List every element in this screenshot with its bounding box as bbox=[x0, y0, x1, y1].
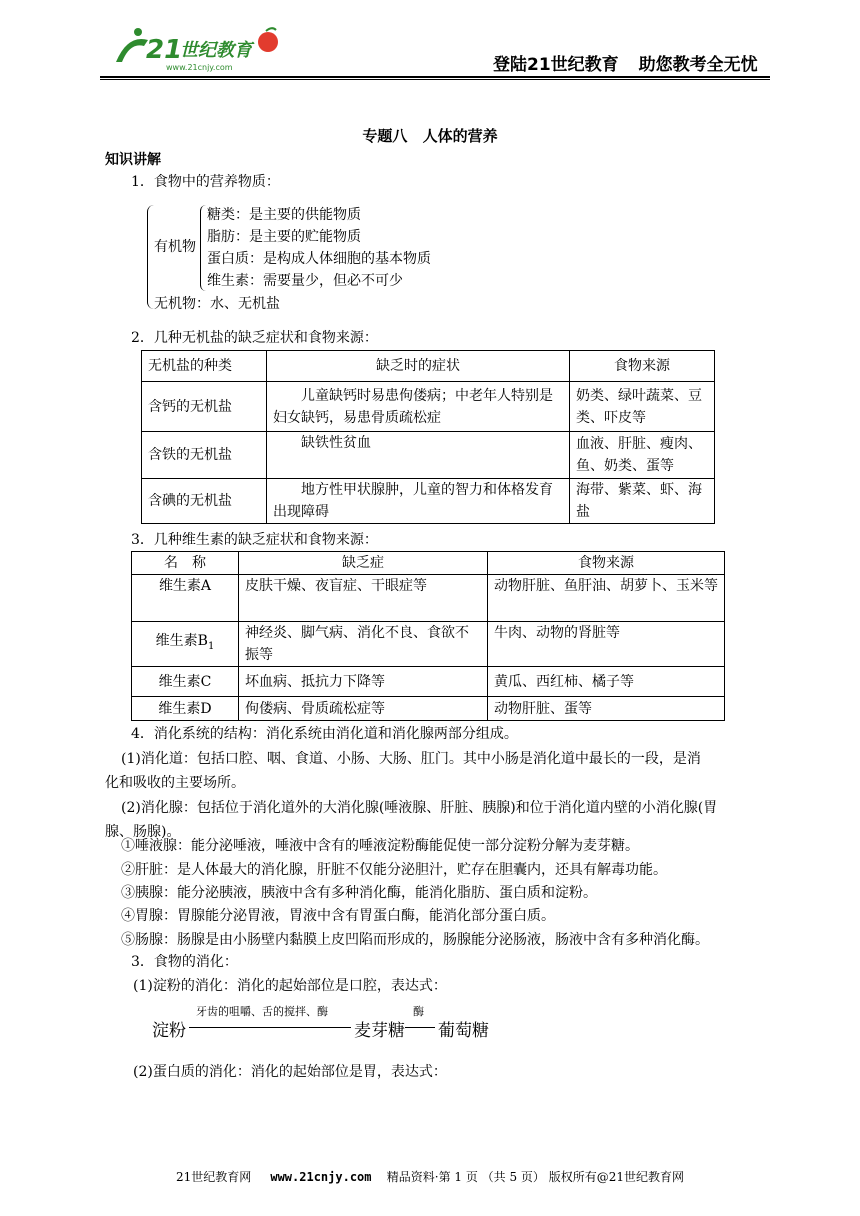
vitamin-b-subscript: 1 bbox=[207, 640, 215, 652]
paragraph: 腺、肠腺)。 bbox=[105, 824, 181, 840]
protein-intro: (2)蛋白质的消化：消化的起始部位是胃，表达式： bbox=[133, 1064, 447, 1080]
logo bbox=[108, 22, 288, 74]
table-cell: 坏血病、抵抗力下降等 bbox=[239, 667, 488, 697]
table-cell: 奶类、绿叶蔬菜、豆类、吓皮等 bbox=[570, 382, 715, 432]
gland-item: ③胰腺：能分泌胰液，胰液中含有多种消化酶，能消化脂肪、蛋白质和淀粉。 bbox=[121, 885, 597, 901]
maltose-label: 麦芽糖 bbox=[354, 1021, 405, 1041]
gland-item: ①唾液腺：能分泌唾液，唾液中含有的唾液淀粉酶能促使一部分淀粉分解为麦芽糖。 bbox=[121, 838, 639, 854]
table-row bbox=[132, 575, 725, 622]
table-row bbox=[132, 697, 725, 721]
footer-site: 21世纪教育网 bbox=[175, 1170, 252, 1184]
table-header: 名 称 bbox=[132, 552, 239, 575]
header-rule bbox=[100, 76, 770, 78]
organic-label: 有机物 bbox=[154, 239, 196, 255]
organic-item: 脂肪：是主要的贮能物质 bbox=[207, 229, 361, 245]
logo-graphic bbox=[108, 22, 288, 74]
table-cell: 动物肝脏、蛋等 bbox=[488, 697, 725, 721]
table-cell: 神经炎、脚气病、消化不良、食欲不振等 bbox=[239, 622, 488, 667]
table-header-row bbox=[142, 351, 715, 382]
table-cell: 维生素C bbox=[132, 667, 239, 697]
footer-copyright: 精品资料·第 1 页 （共 5 页） 版权所有@21世纪教育网 bbox=[386, 1170, 685, 1184]
table-header-row bbox=[132, 552, 725, 575]
vitamins-table bbox=[131, 551, 725, 721]
table-header: 食物来源 bbox=[488, 552, 725, 575]
section-heading: 知识讲解 bbox=[105, 152, 161, 168]
table-cell: 海带、紫菜、虾、海盐 bbox=[570, 479, 715, 524]
table-cell: 含钙的无机盐 bbox=[142, 382, 267, 432]
item2-heading: 2．几种无机盐的缺乏症状和食物来源： bbox=[131, 330, 378, 346]
svg-text:世纪教育: 世纪教育 bbox=[180, 40, 252, 61]
table-cell: 动物肝脏、鱼肝油、胡萝卜、玉米等 bbox=[488, 575, 725, 622]
outer-brace bbox=[147, 205, 154, 309]
table-cell: 含碘的无机盐 bbox=[142, 479, 267, 524]
gland-item: ②肝脏：是人体最大的消化腺，肝脏不仅能分泌胆汁，贮存在胆囊内，还具有解毒功能。 bbox=[121, 862, 667, 878]
header-slogan: 登陆21世纪教育 助您教考全无忧 bbox=[493, 55, 758, 75]
table-cell: 黄瓜、西红柿、橘子等 bbox=[488, 667, 725, 697]
arrow2-label: 酶 bbox=[413, 1005, 424, 1018]
paragraph: (1)消化道：包括口腔、咽、食道、小肠、大肠、肛门。其中小肠是消化道中最长的一段，是消 bbox=[121, 751, 701, 767]
minerals-table bbox=[141, 350, 715, 524]
header-rule-thin bbox=[100, 79, 770, 80]
table-cell: 维生素D bbox=[132, 697, 239, 721]
table-cell: 佝偻病、骨质疏松症等 bbox=[239, 697, 488, 721]
table-cell bbox=[132, 622, 239, 667]
arrow1-label: 牙齿的咀嚼、舌的搅拌、酶 bbox=[196, 1005, 328, 1018]
table-row bbox=[132, 622, 725, 667]
glucose-label: 葡萄糖 bbox=[438, 1021, 489, 1041]
table-row bbox=[142, 432, 715, 479]
table-cell: 维生素A bbox=[132, 575, 239, 622]
table-header: 缺乏症 bbox=[239, 552, 488, 575]
table-row bbox=[132, 667, 725, 697]
organic-item: 维生素：需要量少，但必不可少 bbox=[207, 273, 403, 289]
item5-heading: 3．食物的消化： bbox=[131, 954, 238, 970]
table-cell: 含铁的无机盐 bbox=[142, 432, 267, 479]
footer bbox=[0, 1168, 860, 1185]
svg-text:www.21cnjy.com: www.21cnjy.com bbox=[166, 63, 233, 72]
starch-label: 淀粉 bbox=[152, 1021, 186, 1041]
paragraph: 化和吸收的主要场所。 bbox=[105, 775, 245, 791]
reaction-arrow bbox=[189, 1027, 351, 1028]
organic-item: 糖类：是主要的供能物质 bbox=[207, 207, 361, 223]
table-cell: 皮肤干燥、夜盲症、干眼症等 bbox=[239, 575, 488, 622]
starch-intro: (1)淀粉的消化：消化的起始部位是口腔，表达式： bbox=[133, 978, 447, 994]
table-cell: 牛肉、动物的肾脏等 bbox=[488, 622, 725, 667]
table-cell: 地方性甲状腺肿，儿童的智力和体格发育出现障碍 bbox=[267, 479, 570, 524]
item1-heading: 1．食物中的营养物质： bbox=[131, 174, 280, 190]
table-header: 缺乏时的症状 bbox=[267, 351, 570, 382]
page-title: 专题八 人体的营养 bbox=[362, 127, 498, 145]
item4-heading: 4．消化系统的结构：消化系统由消化道和消化腺两部分组成。 bbox=[131, 726, 518, 742]
paragraph: (2)消化腺：包括位于消化道外的大消化腺(唾液腺、肝脏、胰腺)和位于消化道内壁的小消化腺(胃 bbox=[121, 800, 718, 816]
inner-brace bbox=[200, 205, 206, 291]
gland-item: ⑤肠腺：肠腺是由小肠壁内黏膜上皮凹陷而形成的，肠腺能分泌肠液，肠液中含有多种消化酶。 bbox=[121, 932, 709, 948]
inorganic-label: 无机物：水、无机盐 bbox=[154, 296, 280, 312]
reaction-arrow bbox=[405, 1027, 435, 1028]
table-row bbox=[142, 382, 715, 432]
footer-url[interactable]: www.21cnjy.com bbox=[270, 1170, 372, 1184]
table-cell: 儿童缺钙时易患佝偻病；中老年人特别是妇女缺钙，易患骨质疏松症 bbox=[267, 382, 570, 432]
item3-heading: 3．几种维生素的缺乏症状和食物来源： bbox=[131, 532, 378, 548]
table-cell: 缺铁性贫血 bbox=[267, 432, 570, 479]
vitamin-b-label: 维生素B bbox=[155, 633, 208, 650]
table-cell: 血液、肝脏、瘦肉、鱼、奶类、蛋等 bbox=[570, 432, 715, 479]
table-row bbox=[142, 479, 715, 524]
gland-item: ④胃腺：胃腺能分泌胃液，胃液中含有胃蛋白酶，能消化部分蛋白质。 bbox=[121, 908, 555, 924]
table-header: 无机盐的种类 bbox=[142, 351, 267, 382]
svg-text:21: 21 bbox=[146, 35, 183, 65]
organic-item: 蛋白质：是构成人体细胞的基本物质 bbox=[207, 251, 431, 267]
table-header: 食物来源 bbox=[570, 351, 715, 382]
